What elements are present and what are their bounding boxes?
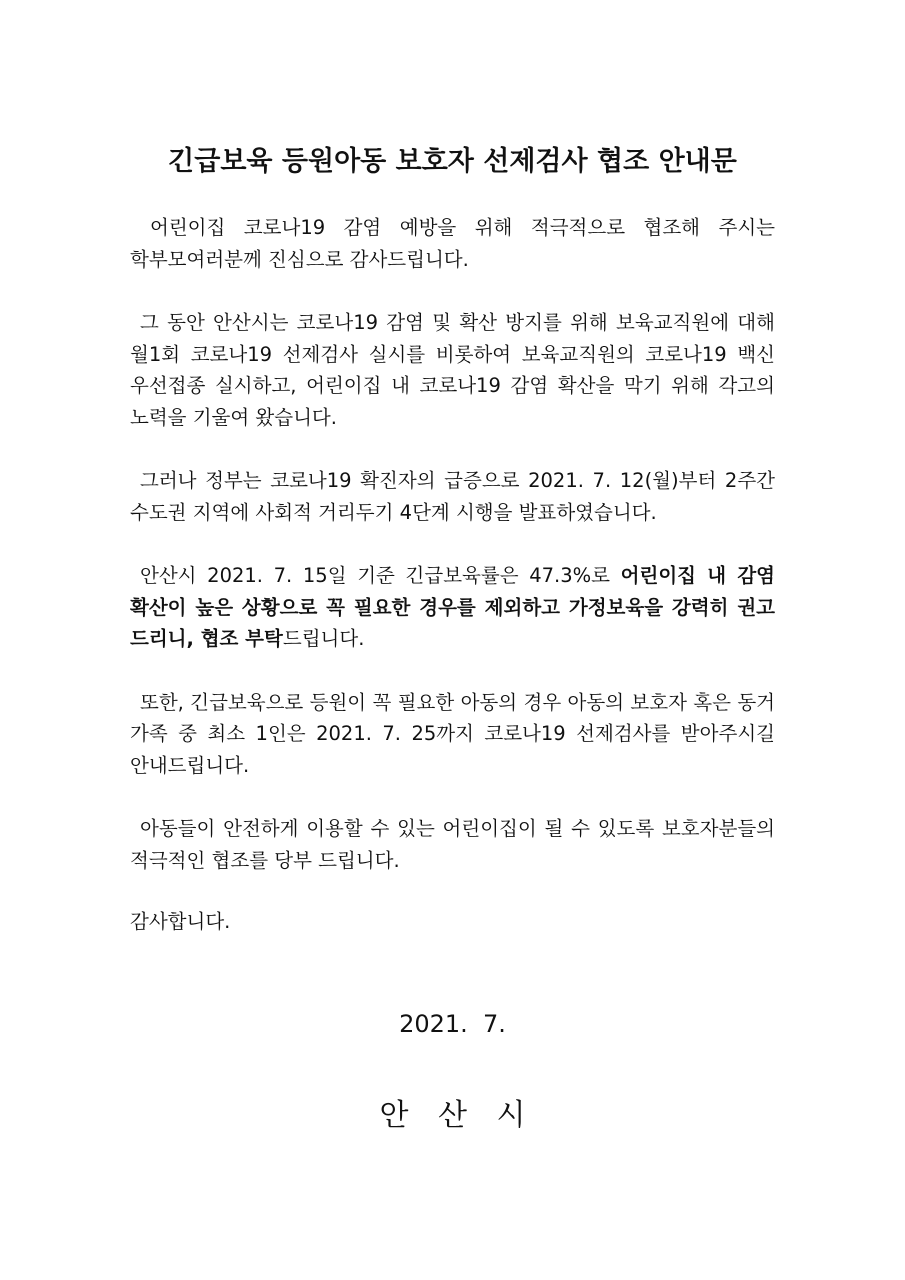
- home-care-text-start: 안산시 2021. 7. 15일 기준 긴급보육률은 47.3%로: [140, 564, 621, 587]
- issuer-name: 안 산 시: [379, 1098, 536, 1133]
- paragraph-home-care: [130, 560, 775, 655]
- paragraph-efforts: 그 동안 안산시는 코로나19 감염 및 확산 방지를 위해 보육교직원에 대해 월1회 코로나19 선제검사 실시를 비롯하여 보육교직원의 코로나19 백신 우선접종 실시하고, 어린이집 내 코로나19 감염 확산을 막기 위해 각고의 노력을 기울여 왔습니다.: [130, 311, 775, 429]
- document-title: 긴급보육 등원아동 보호자 선제검사 협조 안내문: [168, 146, 737, 177]
- home-care-emphasis: 어린이집 내 감염 확산이 높은 상황으로 꼭 필요한 경우를 제외하고 가정보육을 강력히 권고 드리니, 협조 부탁: [130, 564, 776, 650]
- paragraph-guardian-test: 또한, 긴급보육으로 등원이 꼭 필요한 아동의 경우 아동의 보호자 혹은 동거 가족 중 최소 1인은 2021. 7. 25까지 코로나19 선제검사를 받아주시길 안내드립니다.: [130, 690, 775, 777]
- paragraph-gratitude: 어린이집 코로나19 감염 예방을 위해 적극적으로 협조해 주시는 학부모여러분께 진심으로 감사드립니다.: [130, 216, 775, 271]
- paragraph-distancing: 그러나 정부는 코로나19 확진자의 급증으로 2021. 7. 12(월)부터 2주간 수도권 지역에 사회적 거리두기 4단계 시행을 발표하였습니다.: [130, 469, 775, 524]
- paragraph-cooperation: 아동들이 안전하게 이용할 수 있는 어린이집이 될 수 있도록 보호자분들의 적극적인 협조를 당부 드립니다.: [130, 817, 775, 872]
- paragraph-thanks: 감사합니다.: [130, 910, 231, 933]
- document-date: 2021. 7.: [399, 1010, 506, 1038]
- notice-document: [130, 140, 776, 1133]
- home-care-text-end: 드립니다.: [282, 627, 365, 650]
